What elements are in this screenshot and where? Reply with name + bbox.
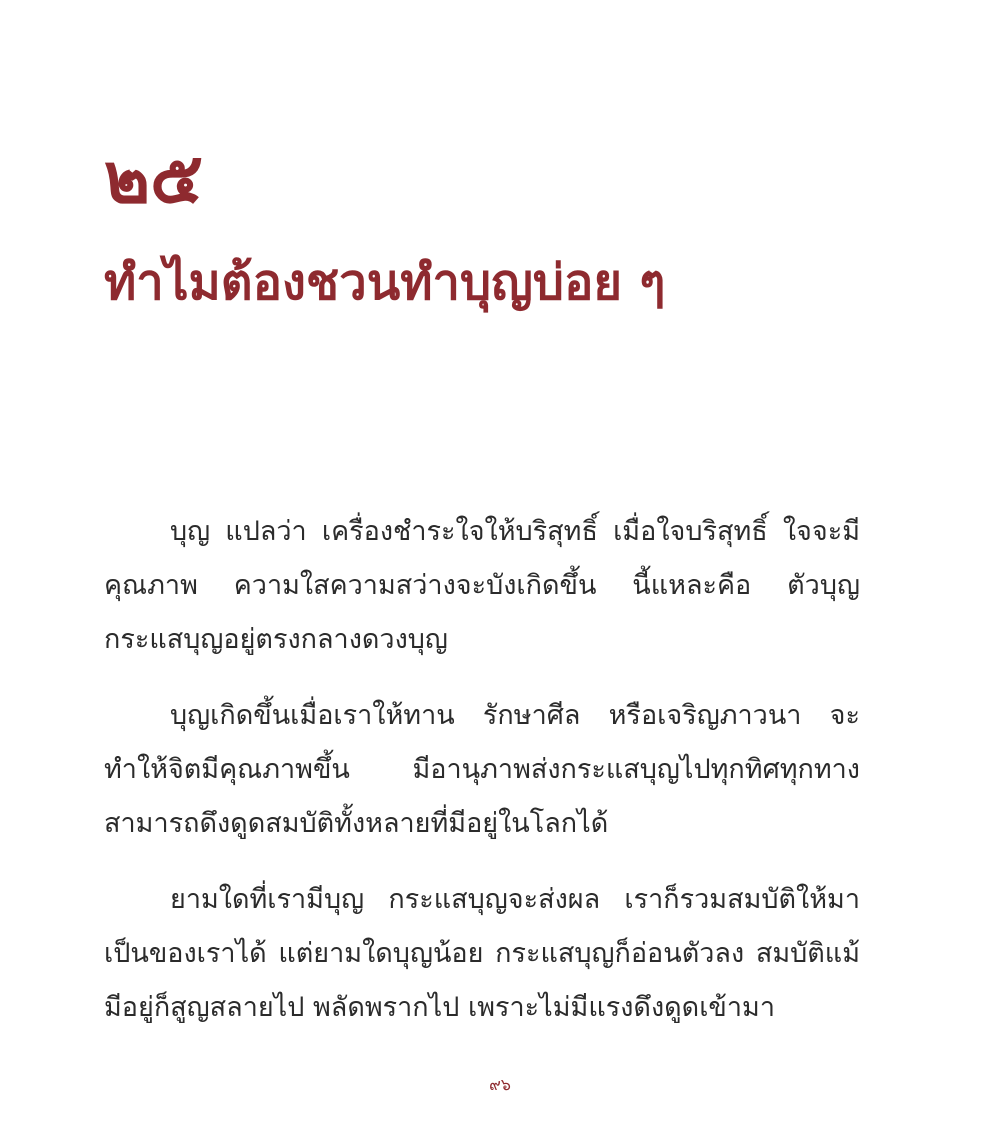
chapter-number: ๒๕ [104, 136, 204, 219]
chapter-body [104, 505, 860, 1057]
chapter-title: ทำไมต้องชวนทำบุญบ่อย ๆ [104, 253, 666, 311]
body-paragraph-2: บุญเกิดขึ้นเมื่อเราให้ทาน รักษาศีล หรือเจริญภาวนา จะทำให้จิตมีคุณภาพขึ้น มีอานุภาพส่งกระแสบุญไปทุกทิศทุกทาง สามารถดึงดูดสมบัติทั้งหลายที่มีอยู่ในโลกได้ [104, 700, 860, 839]
body-paragraph-1: บุญ แปลว่า เครื่องชำระใจให้บริสุทธิ์ เมื่อใจบริสุทธิ์ ใจจะมีคุณภาพ ความใสความสว่างจะบังเกิดขึ้น นี้แหละคือ ตัวบุญ กระแสบุญอยู่ตรงกลางดวงบุญ [104, 516, 860, 655]
body-paragraph-3: ยามใดที่เรามีบุญ กระแสบุญจะส่งผล เราก็รวมสมบัติให้มาเป็นของเราได้ แต่ยามใดบุญน้อย กระแสบุญก็อ่อนตัวลง สมบัติแม้มีอยู่ก็สูญสลายไป พลัดพรากไป เพราะไม่มีแรงดึงดูดเข้ามา [104, 884, 860, 1023]
page-number: ๙๖ [489, 1075, 511, 1094]
